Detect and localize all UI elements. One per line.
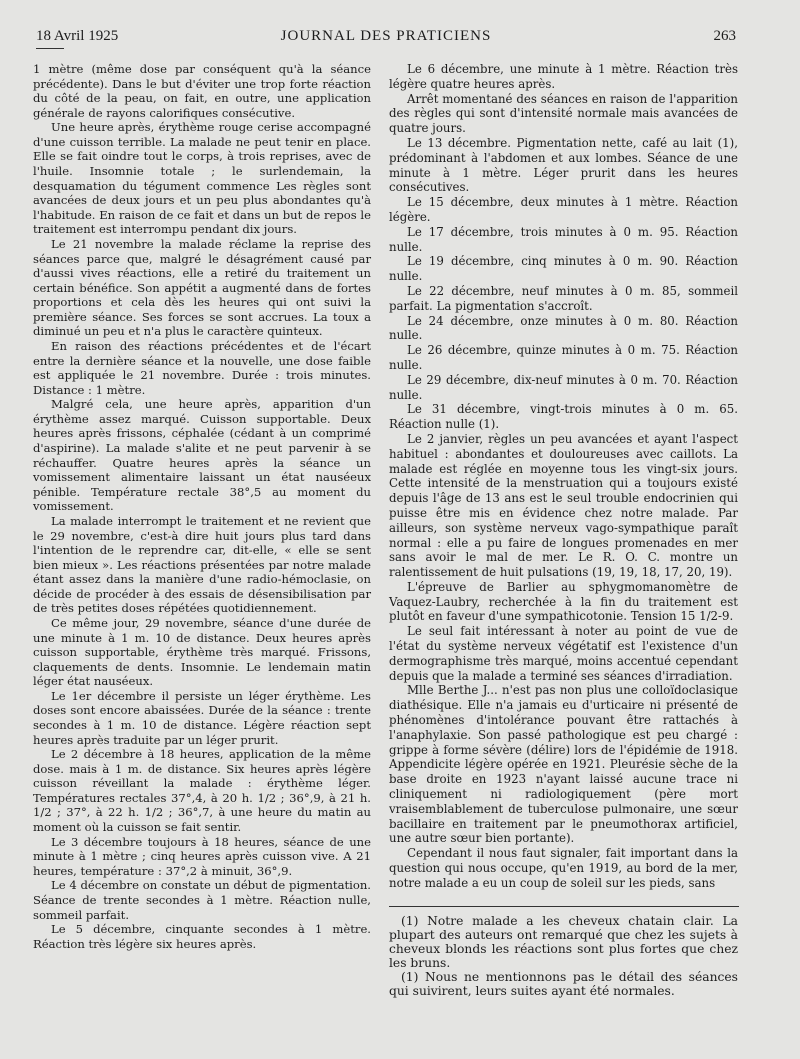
paragraph: Le 17 décembre, trois minutes à 0 m. 95. Réaction nulle.: [389, 224, 738, 254]
paragraph: Le 2 décembre à 18 heures, application de la même dose. mais à 1 m. de distance. Six heures après légère cuisson réveillant la malade : érythème léger. Températures rectales 37°,4, à 20 h. 1/2 ; 36°,9, à 21 h. 1/2 ; 37°, à 22 h. 1/2 ; 36°,7, à une heure du matin au moment où la cuisson se fait sentir.: [33, 747, 371, 835]
page-header: [36, 28, 736, 48]
paragraph: Le 13 décembre. Pigmentation nette, café au lait (1), prédominant à l'abdomen et aux lombes. Séance de une minute à 1 mètre. Léger prurit dans les heures consécutives.: [389, 135, 738, 195]
paragraph: La malade interrompt le traitement et ne revient que le 29 novembre, c'est-à dire huit jours plus tard dans l'intention de le reprendre car, dit-elle, « elle se sent bien mieux ». Les réactions présentées par notre malade étant assez dans la manière d'une radio-hémoclasie, on décide de procéder à des essais de désensibilisation par de très petites doses répétées quotidiennement.: [33, 513, 371, 616]
paragraph: Arrêt momentané des séances en raison de l'apparition des règles qui sont d'intensité normale mais avancées de quatre jours.: [389, 91, 738, 136]
paragraph: Le 4 décembre on constate un début de pigmentation. Séance de trente secondes à 1 mètre. Réaction nulle, sommeil parfait.: [33, 878, 371, 922]
paragraph: Le 24 décembre, onze minutes à 0 m. 80. Réaction nulle.: [389, 313, 738, 343]
paragraph: Ce même jour, 29 novembre, séance d'une durée de une minute à 1 m. 10 de distance. Deux heures après cuisson supportable, érythème très marqué. Frissons, claquements de dents. Insomnie. Le lendemain matin léger état nauséeux.: [33, 615, 371, 689]
paragraph: Le 29 décembre, dix-neuf minutes à 0 m. 70. Réaction nulle.: [389, 372, 738, 402]
paragraph: Le 2 janvier, règles un peu avancées et ayant l'aspect habituel : abondantes et douloureuses avec caillots. La malade est réglée en moyenne tous les vingt-six jours. Cette intensité de la menstruation qui a toujours existé depuis l'âge de 13 ans est le seul trouble endocrinien qui puisse être mis en évidence chez notre malade. Par ailleurs, son système nerveux vago-sympathique paraît normal : elle a pu faire de longues promenades en mer sans avoir le mal de mer. Le R. O. C. montre un ralentissement de huit pulsations (19, 19, 18, 17, 20, 19).: [389, 431, 738, 580]
footnotes: [389, 914, 738, 998]
paragraph: Le 6 décembre, une minute à 1 mètre. Réaction très légère quatre heures après.: [389, 62, 738, 91]
paragraph: Le 19 décembre, cinq minutes à 0 m. 90. Réaction nulle.: [389, 254, 738, 284]
paragraph: Le 1er décembre il persiste un léger érythème. Les doses sont encore abaissées. Durée de la séance : trente secondes à 1 m. 10 de distance. Légère réaction sept heures après traduite par un léger prurit.: [33, 688, 371, 747]
paragraph: Le 26 décembre, quinze minutes à 0 m. 75. Réaction nulle.: [389, 343, 738, 372]
paragraph: En raison des réactions précédentes et de l'écart entre la dernière séance et la nouvelle, une dose faible est appliquée le 21 novembre. Durée : trois minutes. Distance : 1 mètre.: [33, 338, 371, 397]
paragraph: Le 31 décembre, vingt-trois minutes à 0 m. 65. Réaction nulle (1).: [389, 402, 738, 432]
paragraph: 1 mètre (même dose par conséquent qu'à la séance précédente). Dans le but d'éviter une trop forte réaction du côté de la peau, on fait, en outre, une application générale de rayons calorifiques consécutive.: [33, 62, 371, 120]
paragraph: Le 5 décembre, cinquante secondes à 1 mètre. Réaction très légère six heures après.: [33, 922, 371, 951]
right-column: [389, 62, 738, 891]
paragraph: Cependant il nous faut signaler, fait important dans la question qui nous occupe, qu'en 1919, au bord de la mer, notre malade a eu un coup de soleil sur les pieds, sans: [389, 846, 738, 890]
paragraph: Une heure après, érythème rouge cerise accompagné d'une cuisson terrible. La malade ne peut tenir en place. Elle se fait oindre tout le corps, à trois reprises, avec de l'huile. Insomnie totale ; le surlendemain, la desquamation du tégument commence Les règles sont avancées de deux jours et un peu plus abondantes qu'à l'habitude. En raison de ce fait et dans un but de repos le traitement est interrompu pendant dix jours.: [33, 120, 371, 237]
paragraph: Le seul fait intéressant à noter au point de vue de l'état du système nerveux végétatif est l'existence d'un dermographisme très marqué, moins accentué cependant depuis que la malade a terminé ses séances d'irradiation.: [389, 624, 738, 683]
header-rule: [36, 48, 64, 49]
footnote-rule: [389, 906, 739, 907]
left-column: [33, 62, 371, 951]
paragraph: Le 3 décembre toujours à 18 heures, séance de une minute à 1 mètre ; cinq heures après cuisson vive. A 21 heures, température : 37°,2 à minuit, 36°,9.: [33, 834, 371, 878]
footnote: (1) Notre malade a les cheveux chatain clair. La plupart des auteurs ont remarqué que chez les sujets à cheveux blonds les réactions sont plus fortes que chez les bruns.: [389, 914, 738, 970]
journal-title: JOURNAL DES PRATICIENS: [280, 28, 492, 44]
issue-date: 18 Avril 1925: [36, 28, 119, 44]
paragraph: L'épreuve de Barlier au sphygmomanomètre de Vaquez-Laubry, recherchée à la fin du traitement est plutôt en faveur d'une sympathicotonie. Tension 15 1/2-9.: [389, 579, 738, 624]
paragraph: Le 15 décembre, deux minutes à 1 mètre. Réaction légère.: [389, 195, 738, 224]
paragraph: Malgré cela, une heure après, apparition d'un érythème assez marqué. Cuisson supportable. Deux heures après frissons, céphalée (cédant à un comprimé d'aspirine). La malade s'alite et ne peut parvenir à se réchauffer. Quatre heures après la séance un vomissement alimentaire laissant un état nauséeux pénible. Température rectale 38°,5 au moment du vomissement.: [33, 397, 371, 514]
footnote: (1) Nous ne mentionnons pas le détail des séances qui suivirent, leurs suites ayant été normales.: [389, 970, 738, 998]
paragraph: Le 21 novembre la malade réclame la reprise des séances parce que, malgré le désagrément causé par d'aussi vives réactions, elle a retiré du traitement un certain bénéfice. Son appétit a augmenté dans de fortes proportions et cela dès les heures qui ont suivi la première séance. Ses forces se sont accrues. La toux a diminué un peu et n'a plus le caractère quinteux.: [33, 236, 371, 339]
paragraph: Le 22 décembre, neuf minutes à 0 m. 85, sommeil parfait. La pigmentation s'accroît.: [389, 283, 738, 313]
paragraph: Mlle Berthe J... n'est pas non plus une colloïdoclasique diathésique. Elle n'a jamais eu d'urticaire ni présenté de phénomènes d'intolérance pouvant être rattachés à l'anaphylaxie. Son passé pathologique est peu chargé : grippe à forme sévère (délire) lors de l'épidémie de 1918. Appendicite légère opérée en 1921. Pleurésie sèche de la base droite en 1923 n'ayant laissé aucune trace ni cliniquement ni radiologiquement (père mort vraisemblablement de tuberculose pulmonaire, une sœur bacillaire en traitement par le pneumothorax artificiel, une autre sœur bien portante).: [389, 683, 738, 846]
page-number: 263: [713, 28, 736, 44]
